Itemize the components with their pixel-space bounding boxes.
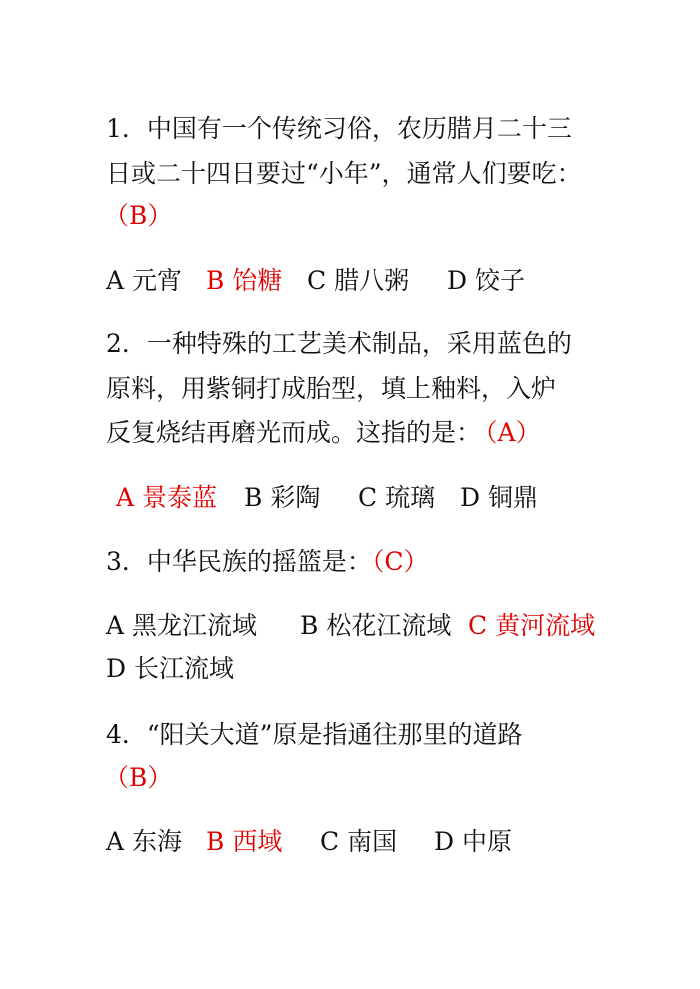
question-2-line-1: 2．一种特殊的工艺美术制品，采用蓝色的 (106, 329, 572, 358)
question-1-option-b: B 饴糖 (206, 266, 283, 295)
question-3-option-b: B 松花江流域 (300, 611, 452, 640)
question-3-answer: （C） (371, 547, 429, 576)
question-1-option-a: A 元宵 (106, 266, 183, 295)
question-2-options (116, 482, 538, 514)
question-4-option-d: D 中原 (434, 827, 512, 856)
question-3-line-1-text: 3．中华民族的摇篮是： (106, 547, 372, 576)
question-4-option-a: A 东海 (106, 827, 183, 856)
question-2-line-3 (106, 417, 541, 449)
question-2-option-b: B 彩陶 (244, 483, 321, 512)
question-2-option-c: C 琉璃 (358, 483, 436, 512)
question-1-answer: （B） (104, 201, 173, 230)
question-1-line-2: 日或二十四日要过“小年”，通常人们要吃： (106, 159, 582, 188)
question-1-option-c: C 腊八粥 (307, 266, 410, 295)
question-2-line-3-text: 反复烧结再磨光而成。这指的是： (106, 418, 482, 447)
question-1-options (106, 265, 525, 297)
question-2-answer: （A） (485, 418, 541, 447)
question-4-option-b: B 西域 (206, 827, 283, 856)
question-3-option-a: A 黑龙江流域 (106, 611, 258, 640)
question-2-line-2: 原料，用紫铜打成胎型，填上釉料，入炉 (106, 374, 557, 403)
question-1-line-1: 1．中国有一个传统习俗，农历腊月二十三 (106, 114, 572, 143)
question-3-option-c: C 黄河流域 (468, 611, 596, 640)
question-3-option-d: D 长江流域 (106, 654, 234, 683)
question-3-line-1 (106, 546, 429, 578)
question-4-answer: （B） (104, 763, 173, 792)
question-4-option-c: C 南国 (320, 827, 398, 856)
question-2-option-a: A 景泰蓝 (116, 483, 218, 512)
question-3-options (106, 610, 595, 642)
question-4-options (106, 826, 512, 858)
question-1-option-d: D 饺子 (447, 266, 525, 295)
question-4-line-1: 4．“阳关大道”原是指通往那里的道路 (106, 720, 523, 749)
question-2-option-d: D 铜鼎 (460, 483, 538, 512)
